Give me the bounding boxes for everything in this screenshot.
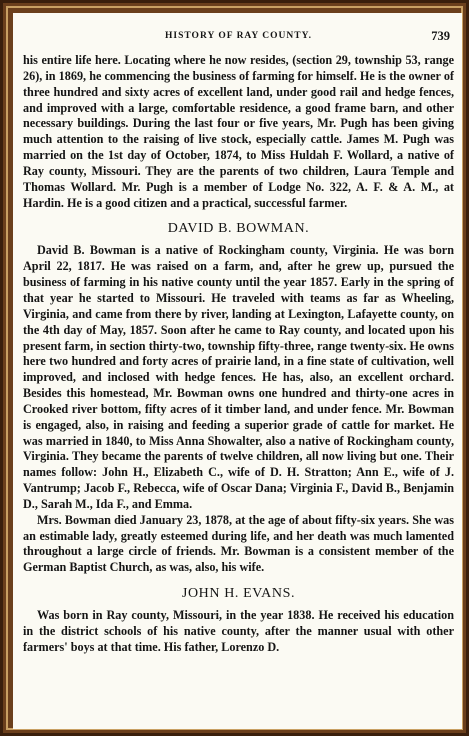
- book-page: [13, 13, 462, 729]
- pugh-paragraph: his entire life here. Locating where he now resides, (section 29, township 53, range 26), in 1869, he commencing the business of farming for himself. He is the owner of three hundred and sixty acres of excellent land, under good rail and hedge fences, and improved with a large, comfortable residence, a good frame barn, and other necessary buildings. During the last four or five years, Mr. Pugh has been giving much attention to the raising of live stock, especially cattle. James M. Pugh was married on the 1st day of October, 1874, to Miss Huldah F. Wollard, a native of Ray county, Missouri. They are the parents of two children, Laura Temple and Thomas Wollard. Mr. Pugh is a member of Lodge No. 322, A. F. & A. M., at Hardin. He is a good citizen and a practical, successful farmer.: [23, 53, 454, 210]
- running-title: HISTORY OF RAY COUNTY.: [165, 31, 312, 41]
- evans-paragraph-1: Was born in Ray county, Missouri, in the year 1838. He received his education in the district schools of his native county, after the manner usual with other farmers' boys at that time. His father, Lorenzo D.: [23, 608, 454, 654]
- page-number: 739: [431, 29, 450, 43]
- running-head: [23, 29, 454, 47]
- bowman-paragraph-1: David B. Bowman is a native of Rockingham county, Virginia. He was born April 22, 1817. He was raised on a farm, and, after he grew up, pursued the business of farming in his native county until the year 1857. Early in the spring of that year he started to Missouri. He traveled with teams as far as Wheeling, Virginia, and came from there by river, landing at Lexington, Lafayette county, on the 4th day of May, 1857. Soon after he came to Ray county, and located upon his present farm, in section thirty-two, township fifty-three, range twenty-six. He owns here two hundred and forty acres of prairie land, in a fine state of cultivation, well improved, and inclosed with hedge fences. He has, also, an excellent orchard. Besides this homestead, Mr. Bowman owns one hundred and thirty-one acres in Crooked river bottom, fifty acres of it timber land, and under fence. Mr. Bowman is engaged, also, in raising and feeding a superior grade of cattle for market. He was married in 1840, to Miss Anna Showalter, also a native of Rockingham county, Virginia. They became the parents of twelve children, all now living but one. Their names follow: John H., Elizabeth C., wife of D. H. Stratton; Ann E., wife of J. Vantrump; Jacob F., Rebecca, wife of Oscar Dana; Virginia F., David B., Benjamin D., Sarah M., Ida F., and Emma.: [23, 243, 454, 511]
- bowman-heading: DAVID B. BOWMAN.: [167, 221, 310, 237]
- evans-heading: JOHN H. EVANS.: [181, 586, 296, 602]
- bowman-paragraph-2: Mrs. Bowman died January 23, 1878, at the age of about fifty-six years. She was an estimable lady, greatly esteemed during life, and her death was much lamented throughout a large circle of friends. Mr. Bowman is a consistent member of the German Baptist Church, as was, also, his wife.: [23, 512, 454, 575]
